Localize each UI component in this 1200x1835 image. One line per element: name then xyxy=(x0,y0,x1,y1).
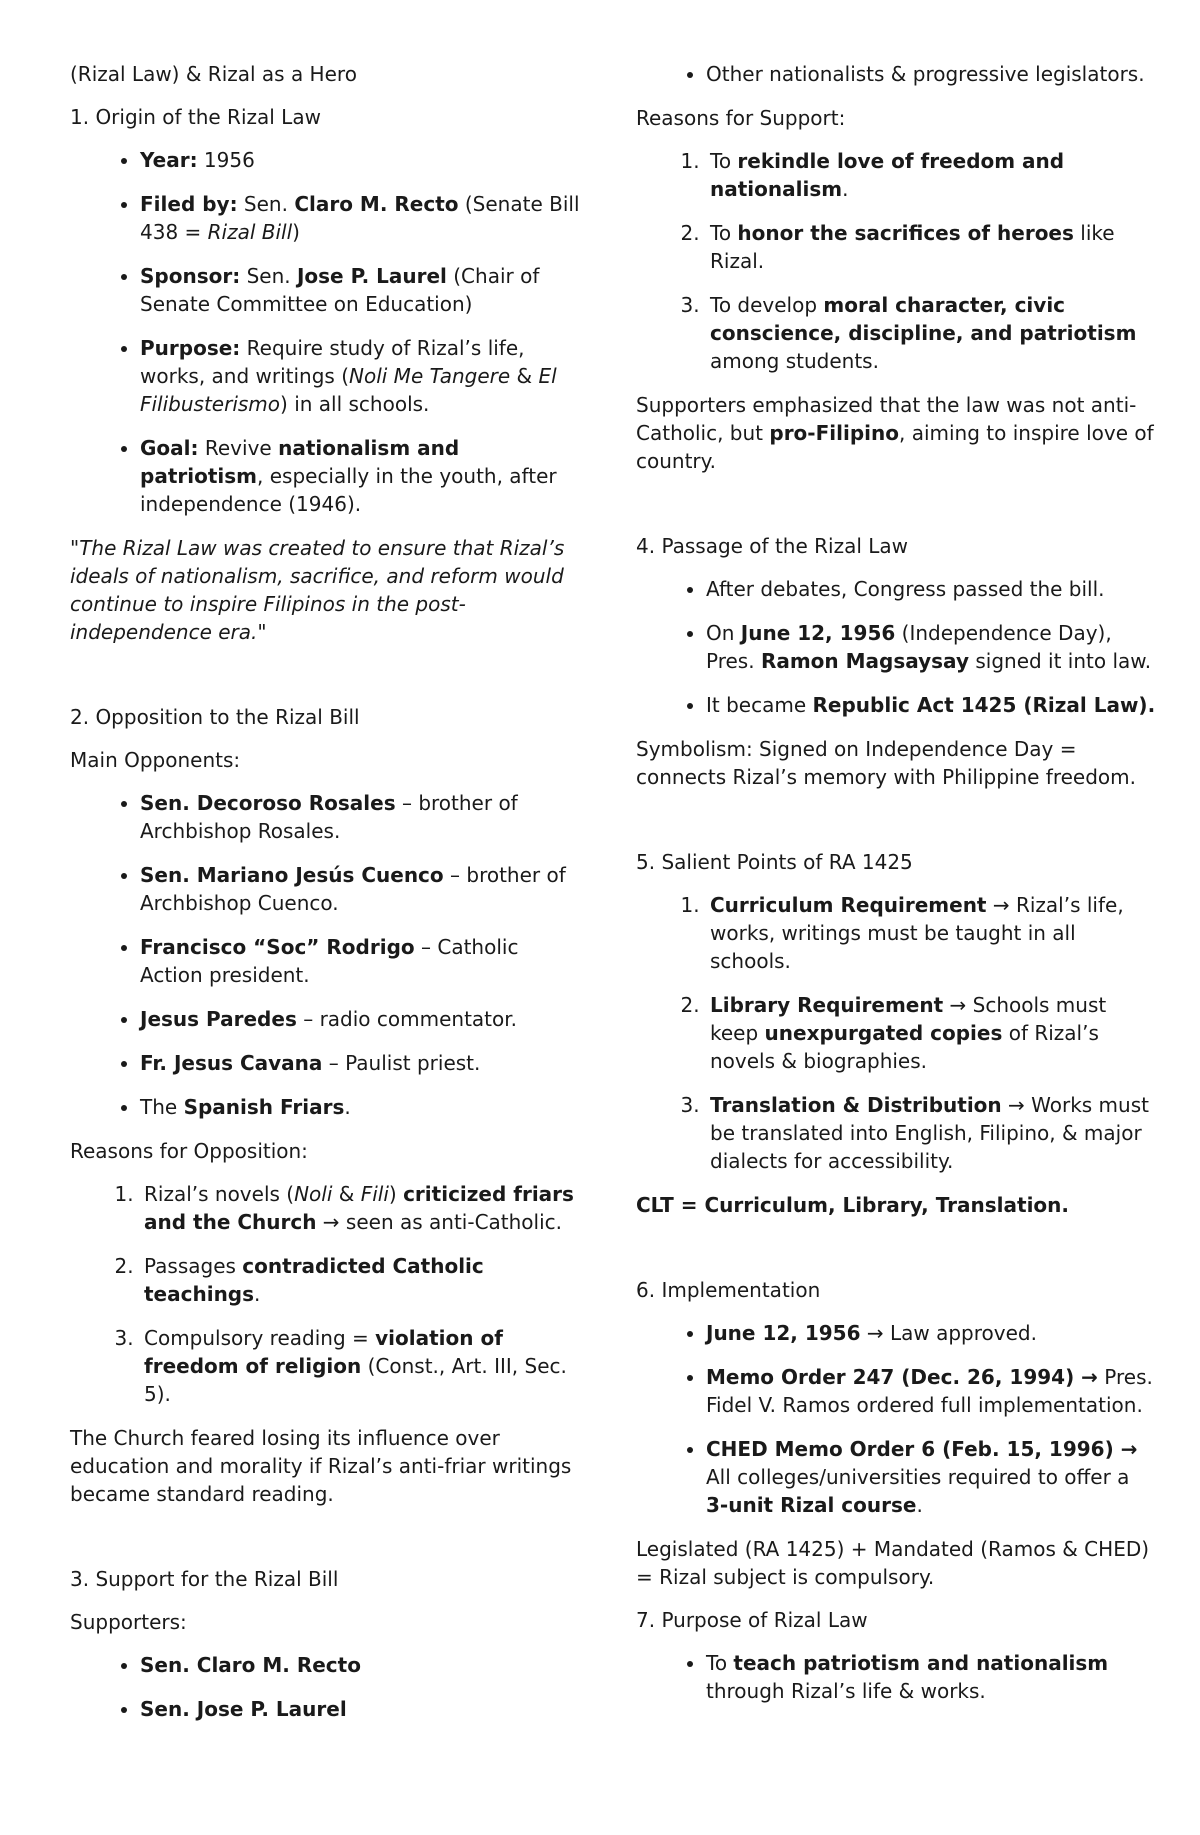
document-title: (Rizal Law) & Rizal as a Hero xyxy=(70,62,357,86)
list-item: • Sen. Mariano Jesús Cuenco – brother of Archbishop Cuenco. xyxy=(140,861,580,917)
section-2-heading: 2. Opposition to the Rizal Bill xyxy=(70,705,360,729)
origin-year: • Year: 1956 xyxy=(140,146,580,174)
support-reasons-label: Reasons for Support: xyxy=(636,106,846,130)
support-summary: Supporters emphasized that the law was not anti-Catholic, but pro-Filipino, aiming to inspire love of country. xyxy=(636,393,1154,473)
origin-purpose: • Purpose: Require study of Rizal’s life, works, and writings (Noli Me Tangere & El Filibusterismo) in all schools. xyxy=(140,334,580,418)
list-item: • Jesus Paredes – radio commentator. xyxy=(140,1005,580,1033)
opponents-list xyxy=(70,789,580,1121)
list-item: • Other nationalists & progressive legislators. xyxy=(706,60,1156,88)
salient-points-list xyxy=(636,891,1156,1175)
clt-mnemonic: CLT = Curriculum, Library, Translation. xyxy=(636,1193,1069,1217)
passage-list xyxy=(636,575,1156,719)
list-item: • Fr. Jesus Cavana – Paulist priest. xyxy=(140,1049,580,1077)
rizal-law-quote: "The Rizal Law was created to ensure that Rizal’s ideals of nationalism, sacrifice, and reform would continue to inspire Filipinos in the post-independence era." xyxy=(70,536,565,644)
list-item: 3. Translation & Distribution → Works must be translated into English, Filipino, & major dialects for accessibility. xyxy=(706,1091,1156,1175)
list-item: 2. Library Requirement → Schools must keep unexpurgated copies of Rizal’s novels & biographies. xyxy=(706,991,1156,1075)
list-item: 3. Compulsory reading = violation of freedom of religion (Const., Art. III, Sec. 5). xyxy=(140,1324,580,1408)
section-4-heading: 4. Passage of the Rizal Law xyxy=(636,534,909,558)
list-item: 1. Curriculum Requirement → Rizal’s life, works, writings must be taught in all schools. xyxy=(706,891,1156,975)
opposition-summary: The Church feared losing its influence over education and morality if Rizal’s anti-friar writings became standard reading. xyxy=(70,1426,572,1506)
list-item: 1. Rizal’s novels (Noli & Fili) criticized friars and the Church → seen as anti-Catholic. xyxy=(140,1180,580,1236)
list-item: • CHED Memo Order 6 (Feb. 15, 1996) → All colleges/universities required to offer a 3-unit Rizal course. xyxy=(706,1435,1156,1519)
section-7-heading: 7. Purpose of Rizal Law xyxy=(636,1608,868,1632)
list-item: • Sen. Claro M. Recto xyxy=(140,1651,580,1679)
section-1-heading: 1. Origin of the Rizal Law xyxy=(70,105,321,129)
opposition-reasons-label: Reasons for Opposition: xyxy=(70,1139,308,1163)
opposition-reasons-list xyxy=(70,1180,580,1408)
list-item: • Sen. Jose P. Laurel xyxy=(140,1695,580,1723)
origin-list xyxy=(70,146,580,518)
origin-sponsor: • Sponsor: Sen. Jose P. Laurel (Chair of Senate Committee on Education) xyxy=(140,262,580,318)
section-6-heading: 6. Implementation xyxy=(636,1278,821,1302)
list-item: • The Spanish Friars. xyxy=(140,1093,580,1121)
purpose-list xyxy=(636,1649,1156,1705)
list-item: • Francisco “Soc” Rodrigo – Catholic Action president. xyxy=(140,933,580,989)
supporters-list xyxy=(70,1651,580,1723)
support-reasons-list xyxy=(636,147,1156,375)
list-item: • After debates, Congress passed the bill. xyxy=(706,575,1156,603)
list-item: • Sen. Decoroso Rosales – brother of Archbishop Rosales. xyxy=(140,789,580,845)
list-item: 2. Passages contradicted Catholic teachings. xyxy=(140,1252,580,1308)
list-item: • To teach patriotism and nationalism through Rizal’s life & works. xyxy=(706,1649,1156,1705)
implementation-summary: Legislated (RA 1425) + Mandated (Ramos & CHED) = Rizal subject is compulsory. xyxy=(636,1537,1150,1589)
list-item: • It became Republic Act 1425 (Rizal Law). xyxy=(706,691,1156,719)
list-item: 2. To honor the sacrifices of heroes like Rizal. xyxy=(706,219,1156,275)
list-item: • On June 12, 1956 (Independence Day), Pres. Ramon Magsaysay signed it into law. xyxy=(706,619,1156,675)
list-item: 3. To develop moral character, civic conscience, discipline, and patriotism among students. xyxy=(706,291,1156,375)
list-item: • June 12, 1956 → Law approved. xyxy=(706,1319,1156,1347)
supporters-label: Supporters: xyxy=(70,1610,187,1634)
symbolism-note: Symbolism: Signed on Independence Day = connects Rizal’s memory with Philippine freedom. xyxy=(636,737,1137,789)
section-3-heading: 3. Support for the Rizal Bill xyxy=(70,1567,339,1591)
origin-goal: • Goal: Revive nationalism and patriotism, especially in the youth, after independence (1946). xyxy=(140,434,580,518)
section-5-heading: 5. Salient Points of RA 1425 xyxy=(636,850,913,874)
origin-filed-by: • Filed by: Sen. Claro M. Recto (Senate Bill 438 = Rizal Bill) xyxy=(140,190,580,246)
list-item: • Memo Order 247 (Dec. 26, 1994) → Pres. Fidel V. Ramos ordered full implementation. xyxy=(706,1363,1156,1419)
right-column xyxy=(636,60,1156,1721)
implementation-list xyxy=(636,1319,1156,1519)
left-column xyxy=(70,60,580,1739)
opponents-label: Main Opponents: xyxy=(70,748,241,772)
supporters-list-continued xyxy=(636,60,1156,88)
list-item: 1. To rekindle love of freedom and nationalism. xyxy=(706,147,1156,203)
